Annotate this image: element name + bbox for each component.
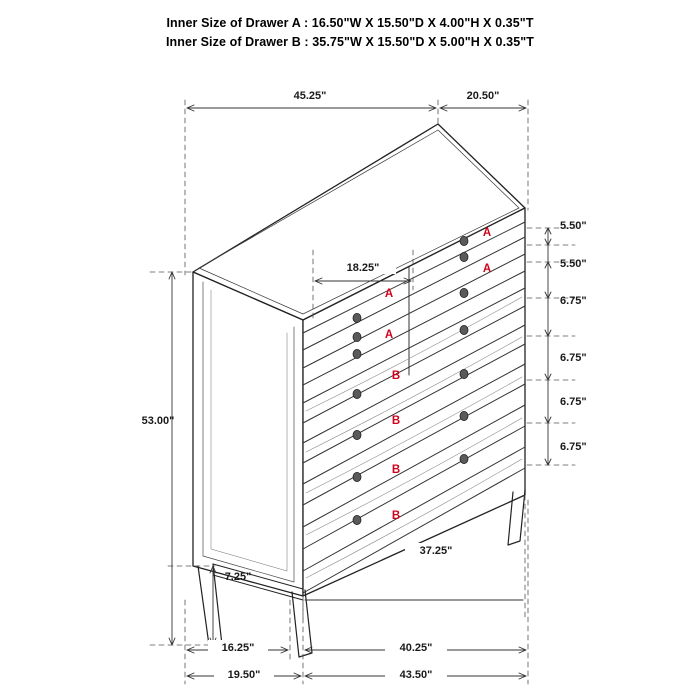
- drawer-label-right-a-2: A: [482, 263, 492, 275]
- dim-right-2: 5.50": [560, 258, 587, 270]
- dim-top-right-width: 20.50": [466, 90, 500, 102]
- dim-top-left-width: 45.25": [293, 90, 327, 102]
- dim-overall-height: 53.00": [141, 415, 175, 427]
- drawer-a-spec: Inner Size of Drawer A : 16.50"W X 15.50"D X 4.00"H X 0.35"T: [166, 16, 534, 30]
- drawer-b-spec: Inner Size of Drawer B : 35.75"W X 15.50"D X 5.00"H X 0.35"T: [165, 35, 535, 49]
- dim-right-4: 6.75": [560, 352, 587, 364]
- drawer-label-left-a-2: A: [384, 329, 394, 341]
- dim-right-3: 6.75": [560, 295, 587, 307]
- drawer-label-b-1: B: [391, 370, 401, 382]
- drawer-label-left-a-1: A: [384, 288, 394, 300]
- dim-right-1: 5.50": [560, 220, 587, 232]
- dim-bottom-left: 16.25": [221, 642, 255, 654]
- dim-front-width: 37.25": [419, 545, 453, 557]
- dim-right-6: 6.75": [560, 441, 587, 453]
- dim-bottom-mid: 40.25": [399, 642, 433, 654]
- cabinet-left-side: [193, 272, 303, 596]
- dim-right-5: 6.75": [560, 396, 587, 408]
- dim-leg-height: 7.25": [224, 571, 252, 583]
- drawer-label-b-2: B: [391, 415, 401, 427]
- dim-bottom-total-right: 43.50": [399, 669, 433, 681]
- drawer-label-b-4: B: [391, 510, 401, 522]
- drawer-label-b-3: B: [391, 464, 401, 476]
- dim-bottom-total-left: 19.50": [227, 669, 261, 681]
- dim-top-inner-width: 18.25": [346, 262, 380, 274]
- drawer-label-right-a-1: A: [482, 227, 492, 239]
